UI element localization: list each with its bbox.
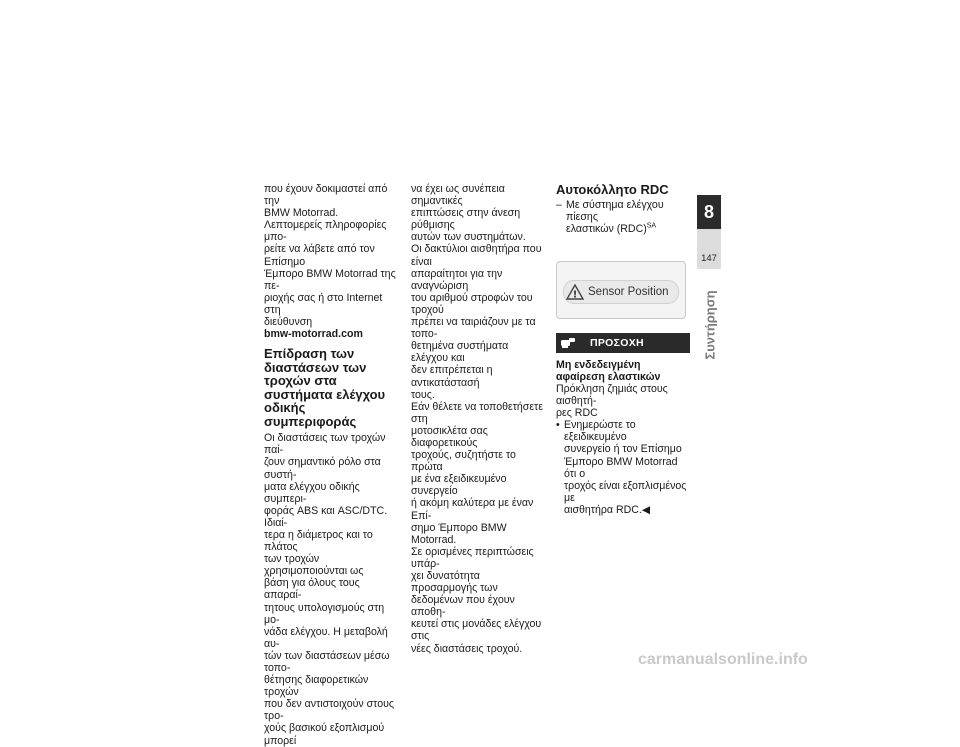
warning-triangle-icon — [566, 283, 584, 301]
section-heading-rdc-sticker: Αυτοκόλλητο RDC — [556, 182, 669, 197]
caution-bar — [556, 333, 690, 353]
dash-marker: – — [556, 198, 562, 211]
caution-body: Πρόκληση ζημιάς στους αισθητή- ρες RDC — [556, 382, 668, 420]
sa-superscript: SA — [646, 222, 657, 230]
chapter-tab — [697, 195, 721, 269]
column-2-text: να έχει ως συνέπεια σημαντικές επιπτώσεις στην άνεση ρύθμισης αυτών των συστημάτων. Οι δακτύλιοι αισθητήρα που είναι απαραίτητοι για την αναγνώριση του αριθμού στροφών του τροχού πρέπει να ταιριάζουν με τα τοπο- θετημένα συστήματα ελέγχου και δεν επιτρέπεται η αντικατάστασή τους. Εάν θέλετε να τοποθετήσετε στη μοτοσικλέτα σας διαφορετικούς τροχούς, συζητήστε το πρώτα με ένα εξειδικευμένο συνεργείο ή ακόμη καλύτερα με έναν Επί- σημο Έμπορο BMW Motorrad. Σε ορισμένες περιπτώσεις υπάρ- χει δυνατότητα προσαρμογής των δεδομένων που έχουν αποθη- κευτεί στις μονάδες ελέγχου στις νέες διαστάσεις τροχού. — [411, 183, 543, 655]
section-side-label — [700, 290, 720, 360]
end-of-section-mark: ◀ — [641, 503, 651, 516]
column-2 — [411, 183, 545, 655]
intro-text: που έχουν δοκιμαστεί από την BMW Motorrad. Λεπτομερείς πληροφορίες μπο- ρείτε να λάβετε από τον Επίσημο Έμπορο BMW Motorrad της πε- ριοχής σας ή στο Internet στη διεύθυνση — [264, 183, 396, 329]
bullet-text-wrap — [564, 419, 690, 516]
website-link: bmw-motorrad.com — [264, 328, 363, 341]
dash-item-label: Με σύστημα ελέγχου πίεσης ελαστικών (RDC) — [566, 198, 664, 235]
rdc-dash-item — [556, 199, 690, 235]
sensor-position-text: Sensor Position — [588, 285, 669, 298]
caution-bullet-item — [556, 419, 690, 516]
section-name: Συντήρηση — [702, 290, 718, 360]
sensor-position-sticker — [556, 261, 686, 319]
dash-item-text — [566, 199, 690, 235]
section-heading-wheel-dimensions: Επίδραση των διαστάσεων των τροχών στα συστήματα ελέγχου οδικής συμπεριφοράς — [264, 346, 386, 429]
page-number: 147 — [701, 253, 717, 264]
sensor-position-label-pill — [563, 280, 679, 304]
bullet-text: Ενημερώστε το εξειδικευμένο συνεργείο ή τον Επίσημο Έμπορο BMW Motorrad ότι ο τροχός είναι εξοπλισμένος με αισθητήρα RDC. — [564, 419, 687, 516]
chapter-number: 8 — [697, 195, 721, 229]
bullet-marker: • — [556, 419, 560, 432]
column-1 — [264, 183, 398, 747]
caution-label: ΠΡΟΣΟΧΗ — [590, 336, 644, 349]
column-3 — [556, 183, 690, 516]
wheel-dimensions-text: Οι διαστάσεις των τροχών παί- ζουν σημαντικό ρόλο στα συστή- ματα ελέγχου οδικής συμπερι- φοράς ABS και ASC/DTC. Ιδιαί- τερα η διάμετρος και το πλάτος των τροχών χρησιμοποιούνται ως βάση για όλους τους απαραί- τητους υπολογισμούς στη μο- νάδα ελέγχου. Η μεταβολή αυ- τών των διαστάσεων μέσω τοπο- θέτησης διαφορετικών τροχών που δεν αντιστοιχούν στους τρο- χούς βασικού εξοπλισμού μπορεί — [264, 432, 394, 747]
warning-symbol: ! — [572, 289, 578, 300]
watermark: carmanualsonline.info — [638, 651, 808, 668]
hand-warning-icon — [560, 337, 576, 349]
caution-title: Μη ενδεδειγμένη αφαίρεση ελαστικών — [556, 358, 661, 383]
